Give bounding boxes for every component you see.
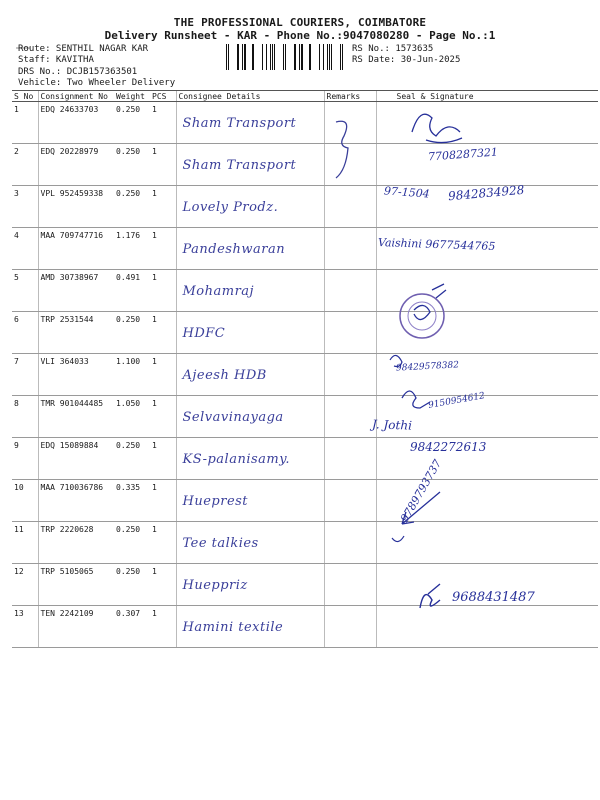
remarks-cell xyxy=(324,606,376,648)
consignment-cell: MAA 709747716 xyxy=(38,228,114,270)
consignment-cell: TRP 2220628 xyxy=(38,522,114,564)
drs-label: DRS No.: DCJB157363501 xyxy=(18,67,138,77)
pcs-cell: 1 xyxy=(150,564,176,606)
barcode-bar xyxy=(228,44,229,70)
sno-cell: 13 xyxy=(12,606,38,648)
weight-cell: 0.335 xyxy=(114,480,150,522)
consignee-cell xyxy=(176,438,324,480)
pcs-cell: 1 xyxy=(150,354,176,396)
consignment-cell: TRP 5105065 xyxy=(38,564,114,606)
consignee-cell xyxy=(176,270,324,312)
barcode xyxy=(226,44,346,70)
table-row xyxy=(12,102,598,144)
remarks-cell xyxy=(324,270,376,312)
remarks-cell xyxy=(324,438,376,480)
signature-4: Vaishini 9677544765 xyxy=(377,235,496,254)
sno-cell: 3 xyxy=(12,186,38,228)
remarks-cell xyxy=(324,354,376,396)
sno-cell: 5 xyxy=(12,270,38,312)
pcs-cell: 1 xyxy=(150,522,176,564)
barcode-bar xyxy=(270,44,271,70)
barcode-bar xyxy=(252,44,254,70)
consignment-cell: EDQ 20228979 xyxy=(38,144,114,186)
remarks-cell xyxy=(324,480,376,522)
barcode-bar xyxy=(331,44,332,70)
consignment-cell: VLI 364033 xyxy=(38,354,114,396)
barcode-bar xyxy=(299,44,300,70)
consignee-handwritten: Selvavinayaga xyxy=(182,410,284,425)
col-weight: Weight xyxy=(114,91,150,102)
barcode-bar xyxy=(237,44,239,70)
table-row xyxy=(12,228,598,270)
barcode-bar xyxy=(319,44,320,70)
pcs-cell: 1 xyxy=(150,312,176,354)
table-row xyxy=(12,522,598,564)
pcs-cell: 1 xyxy=(150,606,176,648)
consignee-cell xyxy=(176,480,324,522)
signature-cell xyxy=(376,312,598,354)
barcode-bar xyxy=(226,44,227,70)
consignee-cell xyxy=(176,606,324,648)
barcode-bar xyxy=(283,44,284,70)
col-pcs: PCS xyxy=(150,91,176,102)
table-row xyxy=(12,438,598,480)
consignee-handwritten: Mohamraj xyxy=(182,284,255,299)
table-row xyxy=(12,144,598,186)
remarks-cell xyxy=(324,102,376,144)
pcs-cell: 1 xyxy=(150,480,176,522)
signature-phone-3a: 97-1504 xyxy=(383,184,431,201)
remarks-cell xyxy=(324,522,376,564)
signature-phone-2: 7708287321 xyxy=(427,145,499,164)
consignment-cell: TMR 901044485 xyxy=(38,396,114,438)
sno-cell: 4 xyxy=(12,228,38,270)
remarks-cell xyxy=(324,312,376,354)
consignee-handwritten: Hueppriz xyxy=(182,578,248,593)
remarks-cell xyxy=(324,564,376,606)
col-seal: Seal & Signature xyxy=(376,91,598,102)
consignee-handwritten: Pandeshwaran xyxy=(182,242,286,257)
table-row xyxy=(12,354,598,396)
consignee-cell xyxy=(176,186,324,228)
consignee-handwritten: Hueprest xyxy=(182,494,249,509)
consignment-cell: VPL 952459338 xyxy=(38,186,114,228)
weight-cell: 1.176 xyxy=(114,228,150,270)
barcode-bar xyxy=(342,44,343,70)
consignee-cell xyxy=(176,522,324,564)
weight-cell: 0.250 xyxy=(114,438,150,480)
weight-cell: 0.250 xyxy=(114,312,150,354)
barcode-bar xyxy=(285,44,286,70)
barcode-bar xyxy=(242,44,243,70)
table-header-row xyxy=(12,91,598,102)
consignment-cell: AMD 30738967 xyxy=(38,270,114,312)
pcs-cell: 1 xyxy=(150,270,176,312)
col-consignee: Consignee Details xyxy=(176,91,324,102)
consignee-handwritten: Tee talkies xyxy=(182,536,259,551)
sno-cell: 12 xyxy=(12,564,38,606)
weight-cell: 0.491 xyxy=(114,270,150,312)
signature-phone-11: 9789793737 xyxy=(398,457,445,525)
barcode-bar xyxy=(340,44,341,70)
table-row xyxy=(12,396,598,438)
signature-phone-3b: 9842834928 xyxy=(447,182,525,204)
signature-name-9: J. Jothi xyxy=(371,417,413,433)
consignee-handwritten: Sham Transport xyxy=(182,116,297,131)
col-sno: S No xyxy=(12,91,38,102)
consignee-handwritten: Sham Transport xyxy=(182,158,297,173)
remarks-cell xyxy=(324,228,376,270)
consignee-cell xyxy=(176,102,324,144)
consignee-handwritten: KS-palanisamy. xyxy=(182,452,290,467)
barcode-bar xyxy=(272,44,273,70)
sno-cell: 11 xyxy=(12,522,38,564)
signature-phone-13: 9688431487 xyxy=(452,590,535,605)
consignee-cell xyxy=(176,354,324,396)
pcs-cell: 1 xyxy=(150,144,176,186)
pcs-cell: 1 xyxy=(150,438,176,480)
barcode-bar xyxy=(323,44,324,70)
barcode-bar xyxy=(294,44,296,70)
company-title: THE PROFESSIONAL COURIERS, COIMBATORE xyxy=(173,16,427,29)
vehicle-label: Vehicle: Two Wheeler Delivery xyxy=(18,78,176,88)
table-row xyxy=(12,606,598,648)
weight-cell: 0.250 xyxy=(114,144,150,186)
remarks-cell xyxy=(324,396,376,438)
consignment-cell: TRP 2531544 xyxy=(38,312,114,354)
remarks-cell xyxy=(324,186,376,228)
barcode-bar xyxy=(274,44,275,70)
table-row xyxy=(12,480,598,522)
rs-number: RS No.: 1573635 xyxy=(352,44,434,54)
weight-cell: 0.250 xyxy=(114,102,150,144)
barcode-bar xyxy=(329,44,330,70)
signature-cell xyxy=(376,102,598,144)
weight-cell: 1.100 xyxy=(114,354,150,396)
signature-cell xyxy=(376,522,598,564)
consignment-cell: EDQ 15089884 xyxy=(38,438,114,480)
signature-cell xyxy=(376,354,598,396)
sno-cell: 9 xyxy=(12,438,38,480)
consignment-cell: TEN 2242109 xyxy=(38,606,114,648)
weight-cell: 0.250 xyxy=(114,522,150,564)
barcode-bar xyxy=(244,44,246,70)
barcode-bar xyxy=(327,44,328,70)
col-consignment: Consignment No xyxy=(38,91,114,102)
barcode-bar xyxy=(309,44,311,70)
consignee-handwritten: HDFC xyxy=(182,326,226,341)
signature-phone-8: 9150954612 xyxy=(427,391,486,411)
barcode-bar xyxy=(301,44,303,70)
weight-cell: 0.250 xyxy=(114,564,150,606)
signature-cell xyxy=(376,270,598,312)
runsheet-table xyxy=(12,90,598,648)
barcode-bar xyxy=(266,44,267,70)
sno-cell: 8 xyxy=(12,396,38,438)
signature-cell xyxy=(376,606,598,648)
route-label: Route: SENTHIL NAGAR KAR xyxy=(18,44,149,54)
weight-cell: 0.307 xyxy=(114,606,150,648)
weight-cell: 1.050 xyxy=(114,396,150,438)
consignee-handwritten: Ajeesh HDB xyxy=(182,368,267,383)
table-row xyxy=(12,270,598,312)
signature-phone-7: 98429578382 xyxy=(395,360,460,374)
staff-label: Staff: KAVITHA xyxy=(18,55,94,65)
sno-cell: 1 xyxy=(12,102,38,144)
pcs-cell: 1 xyxy=(150,228,176,270)
rs-date: RS Date: 30-Jun-2025 xyxy=(352,55,461,65)
runsheet-subtitle: Delivery Runsheet - KAR - Phone No.:9047080280 - Page No.:1 xyxy=(104,29,496,42)
consignment-cell: EDQ 24633703 xyxy=(38,102,114,144)
pcs-cell: 1 xyxy=(150,396,176,438)
consignee-cell xyxy=(176,396,324,438)
weight-cell: 0.250 xyxy=(114,186,150,228)
consignment-cell: MAA 710036786 xyxy=(38,480,114,522)
sno-cell: 2 xyxy=(12,144,38,186)
consignee-cell xyxy=(176,144,324,186)
consignee-cell xyxy=(176,312,324,354)
sno-cell: 6 xyxy=(12,312,38,354)
pcs-cell: 1 xyxy=(150,186,176,228)
consignee-cell xyxy=(176,228,324,270)
remarks-cell xyxy=(324,144,376,186)
signature-phone-9: 9842272613 xyxy=(410,440,487,454)
sno-cell: 7 xyxy=(12,354,38,396)
consignee-cell xyxy=(176,564,324,606)
consignee-handwritten: Lovely Prodz. xyxy=(182,200,279,215)
sno-cell: 10 xyxy=(12,480,38,522)
barcode-bar xyxy=(262,44,263,70)
consignee-handwritten: Hamini textile xyxy=(182,620,284,635)
col-remarks: Remarks xyxy=(324,91,376,102)
pcs-cell: 1 xyxy=(150,102,176,144)
table-row xyxy=(12,312,598,354)
